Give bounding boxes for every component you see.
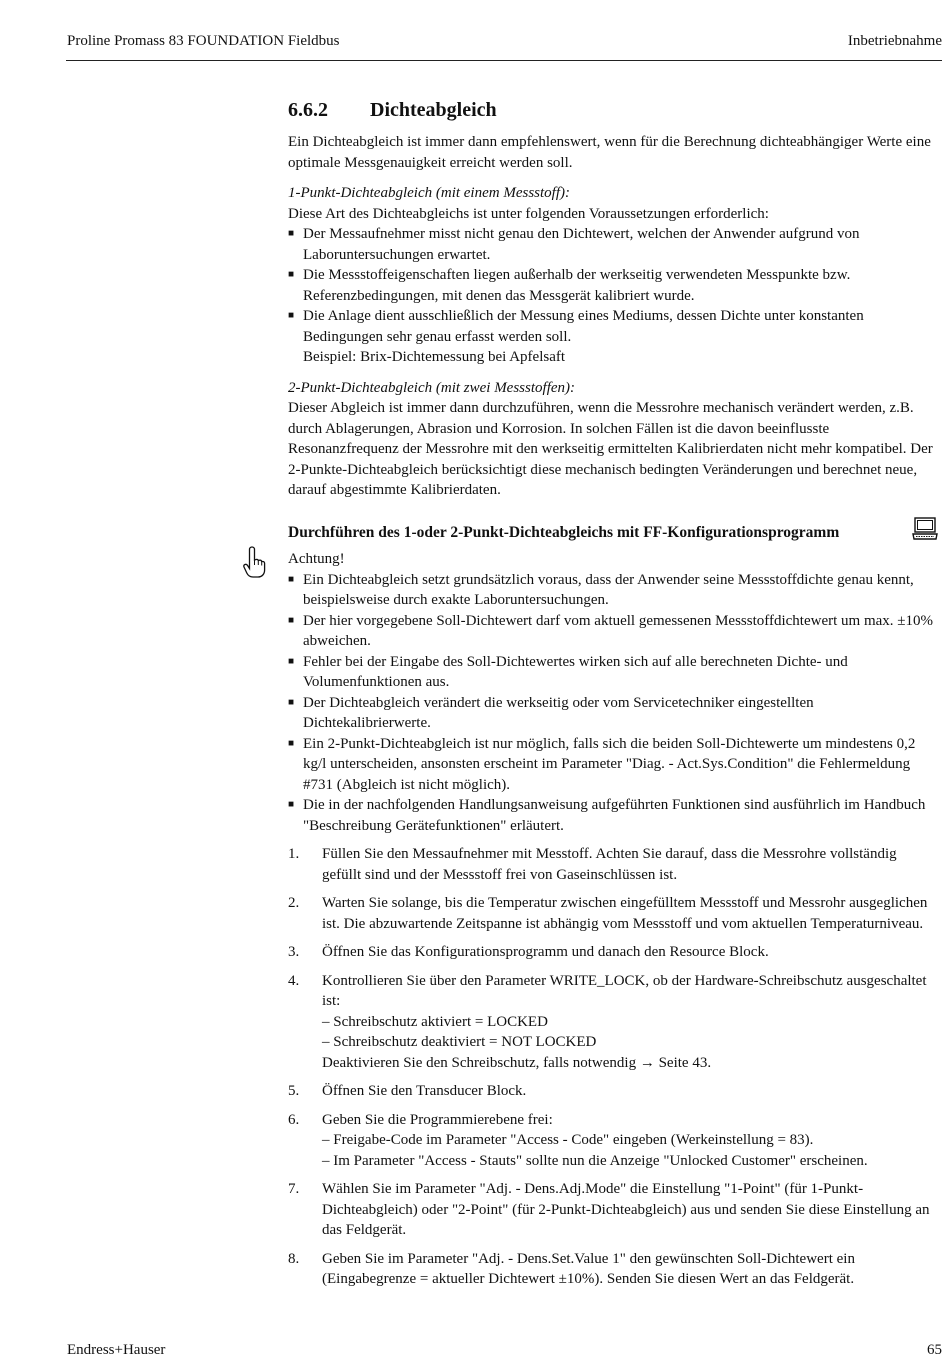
intro-paragraph: Ein Dichteabgleich ist immer dann empfehlenswert, wenn für die Berechnung dichteabhängiger Werte eine optimale Messgenauigkeit erreicht werden soll. (288, 134, 931, 171)
list-item (288, 306, 938, 368)
one-point-bullets (288, 224, 938, 368)
two-point-section (288, 378, 938, 501)
section-number: 6.6.2 (288, 99, 328, 121)
computer-icon (912, 517, 938, 541)
caution-bullets (288, 570, 938, 837)
step-text: Kontrollieren Sie über den Parameter WRITE_LOCK, ob der Hardware-Schreibschutz ausgeschaltet ist: (322, 972, 927, 1009)
step-text: Geben Sie im Parameter "Adj. - Dens.Set.Value 1" den gewünschten Soll-Dichtewert ein (Eingabegrenze = aktueller Dichtewert ±10%). Senden Sie diesen Wert an das Feldgerät. (322, 1250, 855, 1287)
list-item: ■ Fehler bei der Eingabe des Soll-Dichtewertes wirken sich auf alle berechneten Dichte- und Volumenfunktionen aus. (288, 652, 938, 693)
pointing-hand-icon (242, 545, 266, 579)
step-number: 6. (288, 1111, 300, 1128)
step-item (288, 1110, 938, 1172)
list-item: ■ Die Messstoffeigenschaften liegen außerhalb der werkseitig verwendeten Messpunkte bzw. Referenzbedingungen, mit denen das Messgerät kalibriert wurde. (288, 265, 938, 306)
two-point-heading: 2-Punkt-Dichteabgleich (mit zwei Messstoffen): (288, 379, 576, 396)
step-subline: – Freigabe-Code im Parameter "Access - Code" eingeben (Werkeinstellung = 83). (322, 1132, 814, 1148)
step-text: Warten Sie solange, bis die Temperatur zwischen eingefülltem Messstoff und Messrohr ausgeglichen ist. Die abzuwartende Zeitspanne ist abhängig vom Messstoff und vom aktuellen Temperaturniveau. (322, 895, 928, 932)
step-subline: – Im Parameter "Access - Stauts" sollte nun die Anzeige "Unlocked Customer" erscheinen. (322, 1152, 868, 1169)
step-subline: – Schreibschutz deaktiviert = NOT LOCKED (322, 1034, 597, 1050)
two-point-text: Dieser Abgleich ist immer dann durchzuführen, wenn die Messrohre mechanisch verändert werden, z.B. durch Ablagerungen, Abrasion und Korrosion. In solchen Fällen ist die davon beeinflusste Resonanzfrequenz der Messrohre mit den werkseitig ermittelten Kalibrierdaten nicht mehr kompatibel. Der 2-Punkte-Dichteabgleich berücksichtigt diese mechanisch bedingten Veränderungen und berechnet neue, darauf abgestimmte Kalibrierdaten. (288, 400, 933, 498)
step-number: 2. (288, 895, 300, 911)
step-number: 4. (288, 972, 300, 989)
step-item (288, 893, 938, 934)
step-text: Öffnen Sie das Konfigurationsprogramm und danach den Resource Block. (322, 944, 769, 960)
step-number: 8. (288, 1250, 300, 1267)
list-item: ■ Der hier vorgegebene Soll-Dichtewert darf vom aktuell gemessenen Messstoffdichtewert um max. ±10% abweichen. (288, 611, 938, 652)
procedure-heading-text: Durchführen des 1-oder 2-Punkt-Dichteabgleichs mit FF-Konfigurationsprogramm (288, 523, 840, 541)
procedure-heading (288, 523, 938, 544)
step-text: Öffnen Sie den Transducer Block. (322, 1083, 527, 1099)
page-content (288, 96, 938, 1298)
section-heading (288, 96, 938, 124)
step-text: Geben Sie die Programmierebene frei: (322, 1111, 553, 1128)
step-number: 5. (288, 1083, 300, 1099)
one-point-section (288, 183, 938, 368)
page-header-title: Proline Promass 83 FOUNDATION Fieldbus (67, 33, 340, 49)
list-item: ■ Ein Dichteabgleich setzt grundsätzlich voraus, dass der Anwender seine Messstoffdichte genau kennt, beispielsweise durch exakte Laboruntersuchungen. (288, 570, 938, 611)
step-number: 3. (288, 944, 300, 960)
step-text: Füllen Sie den Messaufnehmer mit Messtoff. Achten Sie darauf, dass die Messrohre vollständig gefüllt sind und der Messstoff frei von Gaseinschlüssen ist. (322, 846, 897, 883)
step-subline: – Schreibschutz aktiviert = LOCKED (322, 1013, 548, 1030)
step-number: 1. (288, 846, 300, 862)
list-item: ■ Ein 2-Punkt-Dichteabgleich ist nur möglich, falls sich die beiden Soll-Dichtewerte um mindestens 0,2 kg/l unterscheiden, ansonsten erscheint im Parameter "Diag. - Act.Sys.Condition" die Fehlermeldung #731 (Abgleich ist nicht möglich). (288, 734, 938, 796)
list-item: ■ Die in der nachfolgenden Handlungsanweisung aufgeführten Funktionen sind ausführlich im Handbuch "Beschreibung Gerätefunktionen" erläutert. (288, 795, 938, 836)
caution-label: Achtung! (288, 551, 345, 567)
step-text: Wählen Sie im Parameter "Adj. - Dens.Adj.Mode" die Einstellung "1-Point" (für 1-Punkt-Dichteabgleich) oder "2-Point" (für 2-Punkt-Dichteabgleich) aus und senden Sie diese Einstellung an das Feldgerät. (322, 1181, 930, 1238)
step-item (288, 1081, 938, 1102)
step-item (288, 1249, 938, 1290)
step-item (288, 971, 938, 1074)
header-rule (66, 60, 942, 61)
page-header-chapter: Inbetriebnahme (847, 33, 942, 49)
one-point-lead: Diese Art des Dichteabgleichs ist unter folgenden Voraussetzungen erforderlich: (288, 205, 769, 222)
step-number: 7. (288, 1181, 300, 1197)
one-point-heading: 1-Punkt-Dichteabgleich (mit einem Messstoff): (288, 185, 570, 201)
page-number: 65 (927, 1342, 942, 1358)
step-subline: Deaktivieren Sie den Schreibschutz, falls notwendig → Seite 43. (322, 1054, 712, 1071)
list-item-text: Die Anlage dient ausschließlich der Messung eines Mediums, dessen Dichte unter konstanten Bedingungen sehr genau erfasst werden soll. (303, 308, 864, 345)
example-text: Beispiel: Brix-Dichtemessung bei Apfelsaft (303, 349, 566, 365)
page-footer-brand: Endress+Hauser (67, 1342, 166, 1358)
procedure-steps (288, 844, 938, 1290)
list-item: ■ Der Messaufnehmer misst nicht genau den Dichtewert, welchen der Anwender aufgrund von Laboruntersuchungen erwartet. (288, 224, 938, 265)
section-title: Dichteabgleich (370, 99, 497, 121)
step-item (288, 942, 938, 963)
step-item (288, 844, 938, 885)
list-item: ■ Der Dichteabgleich verändert die werkseitig oder vom Servicetechniker eingestellten Dichtekalibrierwerte. (288, 693, 938, 734)
step-item (288, 1179, 938, 1241)
